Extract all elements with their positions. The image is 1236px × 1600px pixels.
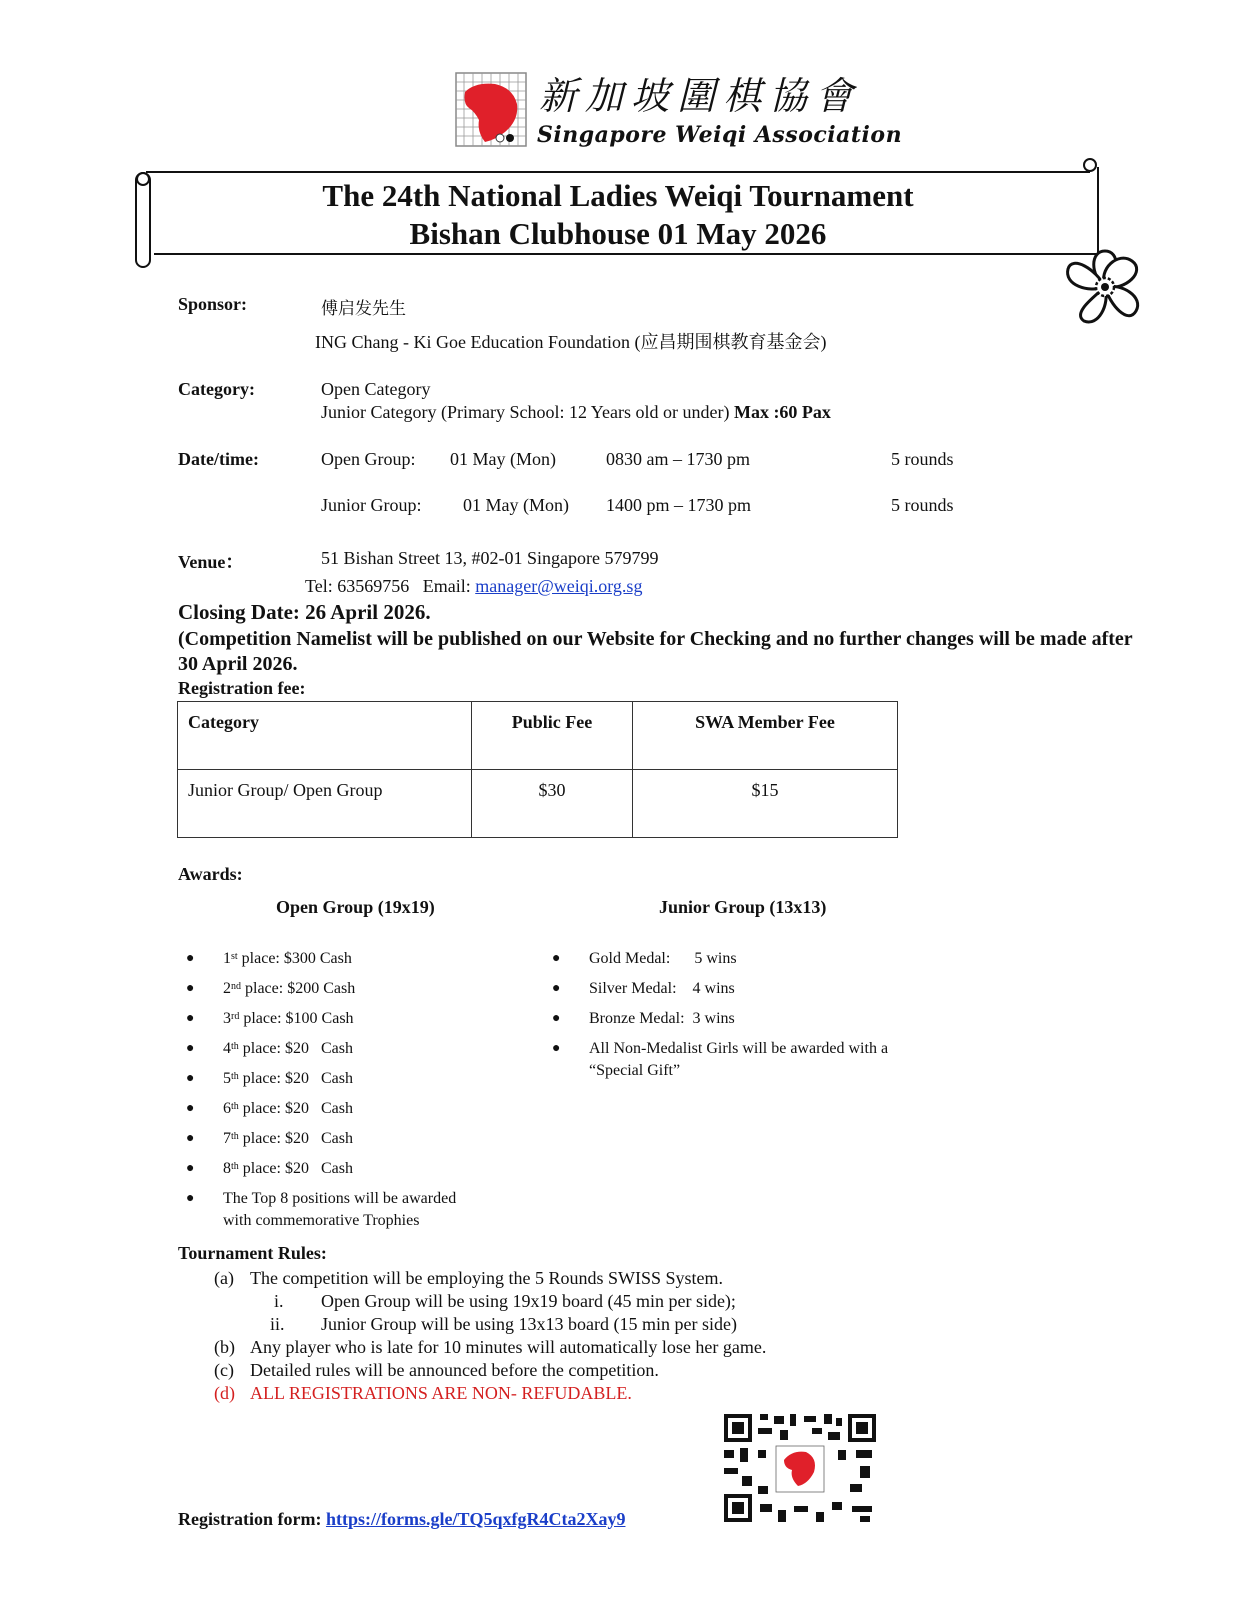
registration-form-label: Registration form: [178, 1509, 322, 1529]
venue-address: 51 Bishan Street 13, #02-01 Singapore 579799 [321, 548, 659, 568]
venue-tel: Tel: 63569756 [305, 576, 410, 596]
datetime-open-date: 01 May (Mon) [450, 449, 556, 469]
association-logo [455, 72, 903, 150]
category-label: Category: [178, 379, 255, 399]
header-category: Category [178, 702, 472, 770]
category-open: Open Category [321, 379, 431, 399]
open-group-heading: Open Group (19x19) [276, 897, 435, 917]
cell-category: Junior Group/ Open Group [178, 770, 472, 838]
datetime-open-time: 0830 am – 1730 pm [606, 449, 750, 469]
datetime-open-group: Open Group: [321, 449, 416, 469]
header-public-fee: Public Fee [472, 702, 633, 770]
datetime-junior-time: 1400 pm – 1730 pm [606, 495, 752, 515]
list-item: ● Bronze Medal: 3 wins [552, 1010, 735, 1027]
title-line-1: The 24th National Ladies Weiqi Tournament [322, 178, 914, 213]
list-item: ● 2nd place: $200 Cash [186, 980, 356, 997]
venue-contact [305, 576, 642, 597]
max-pax: Max :60 Pax [733, 402, 831, 422]
title-banner [132, 155, 1104, 273]
closing-date: Closing Date: 26 April 2026. [178, 600, 431, 624]
rule-a: (a) The competition will be employing the 5 Rounds SWISS System. [214, 1268, 723, 1288]
list-item: ● Silver Medal: 4 wins [552, 980, 735, 997]
org-name-english: Singapore Weiqi Association [537, 122, 903, 148]
rule-b: (b) Any player who is late for 10 minutes will automatically lose her game. [214, 1337, 767, 1357]
cell-member-fee: $15 [633, 770, 898, 838]
org-name-chinese: 新加坡圍棋協會 [539, 74, 862, 118]
cell-public-fee: $30 [472, 770, 633, 838]
datetime-junior-rounds: 5 rounds [891, 495, 954, 515]
junior-awards-list [544, 944, 964, 1082]
sponsor-person: 傅启发先生 [321, 299, 406, 319]
rule-a-ii: ii. Junior Group will be using 13x13 board (15 min per side) [270, 1314, 737, 1334]
registration-form-line [178, 1509, 625, 1530]
rules-list [214, 1267, 934, 1405]
qr-code-icon[interactable] [720, 1410, 880, 1526]
open-awards-list [178, 944, 518, 1232]
list-item: ● 4th place: $20 Cash [186, 1040, 353, 1057]
category-junior: Junior Category (Primary School: 12 Years old or under) Max :60 Pax [321, 402, 831, 422]
table-row [178, 770, 898, 838]
list-item: ● All Non-Medalist Girls will be awarded with a “Special Gift” [552, 1040, 889, 1079]
datetime-junior-group: Junior Group: [321, 495, 422, 515]
registration-fee-label: Registration fee: [178, 678, 306, 698]
flower-icon [1060, 245, 1150, 329]
datetime-junior-date: 01 May (Mon) [463, 495, 569, 515]
fee-table [177, 701, 898, 838]
list-item: ● 6th place: $20 Cash [186, 1100, 353, 1117]
list-item: ● 7th place: $20 Cash [186, 1130, 353, 1147]
list-item: ● 1st place: $300 Cash [186, 950, 352, 967]
email-label: Email: [422, 576, 471, 596]
list-item: ● The Top 8 positions will be awarded with commemorative Trophies [186, 1190, 457, 1229]
list-item: ● 8th place: $20 Cash [186, 1160, 353, 1177]
rule-c: (c) Detailed rules will be announced before the competition. [214, 1360, 659, 1380]
list-item: ● 5th place: $20 Cash [186, 1070, 353, 1087]
datetime-label: Date/time: [178, 449, 259, 469]
junior-group-heading: Junior Group (13x13) [659, 897, 827, 917]
lion-go-board-icon [455, 72, 527, 147]
list-item: ● 3rd place: $100 Cash [186, 1010, 354, 1027]
fee-table-header [178, 702, 898, 770]
list-item: ● Gold Medal: 5 wins [552, 950, 737, 967]
rules-label: Tournament Rules: [178, 1243, 327, 1263]
registration-form-link[interactable]: https://forms.gle/TQ5qxfgR4Cta2Xay9 [325, 1509, 626, 1529]
title-line-2: Bishan Clubhouse 01 May 2026 [409, 216, 827, 251]
awards-label: Awards: [178, 864, 243, 884]
rule-a-i: i. Open Group will be using 19x19 board (45 min per side); [274, 1291, 736, 1311]
venue-label: Venue： [178, 552, 244, 572]
rule-d-warning: (d) ALL REGISTRATIONS ARE NON- REFUDABLE. [214, 1383, 632, 1403]
namelist-note: (Competition Namelist will be published on our Website for Checking and no further changes will be made after 30 April 2026. [178, 628, 1133, 675]
page-title [132, 177, 1104, 253]
header-member-fee: SWA Member Fee [633, 702, 898, 770]
datetime-open-rounds: 5 rounds [891, 449, 954, 469]
email-link[interactable]: manager@weiqi.org.sg [475, 576, 643, 596]
sponsor-label: Sponsor: [178, 294, 248, 314]
sponsor-foundation: ING Chang - Ki Goe Education Foundation (应昌期围棋教育基金会) [315, 332, 827, 352]
